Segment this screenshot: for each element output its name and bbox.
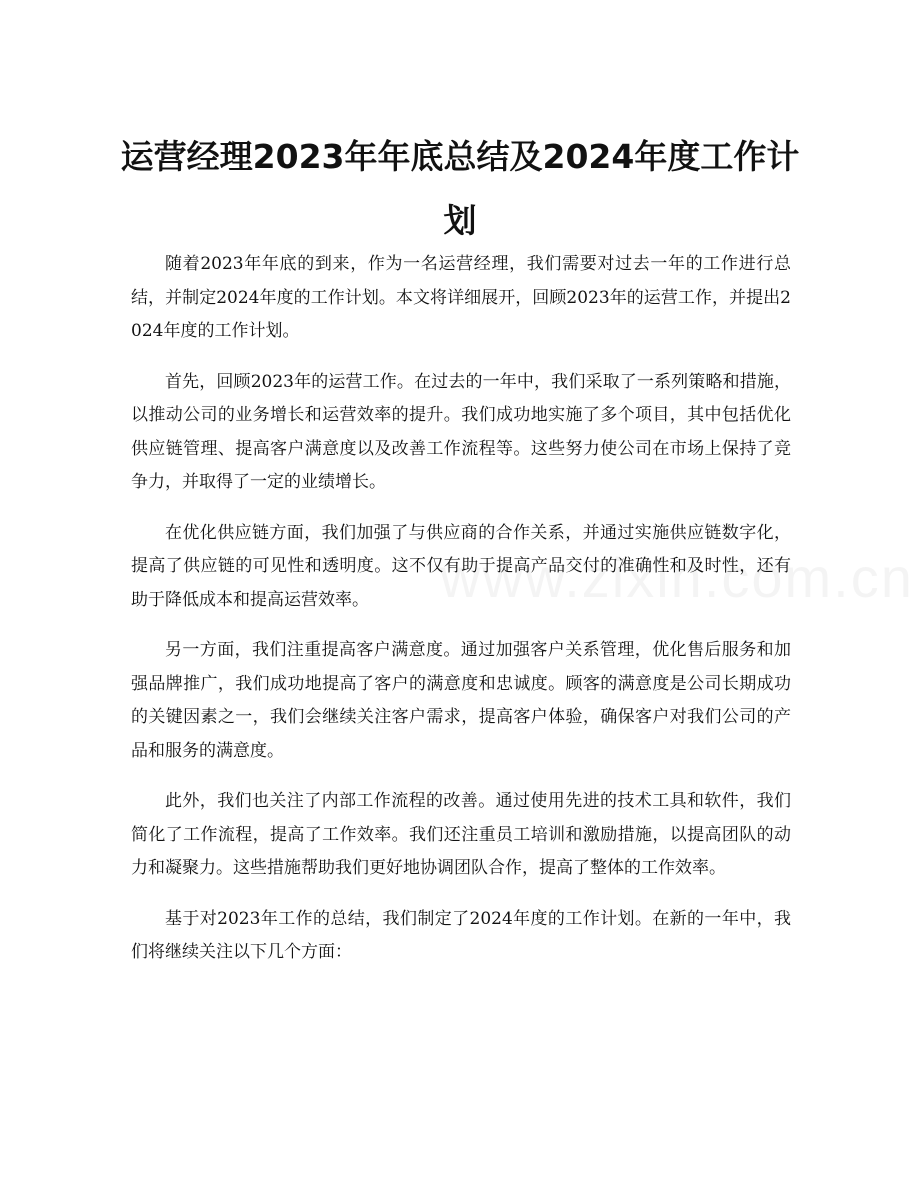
paragraph-4: 另一方面，我们注重提高客户满意度。通过加强客户关系管理，优化售后服务和加强品牌推广，我们成功地提高了客户的满意度和忠诚度。顾客的满意度是公司长期成功的关键因素之一，我们会继续关注客户需求，提高客户体验，确保客户对我们公司的产品和服务的满意度。 — [131, 640, 791, 761]
document-body — [131, 248, 791, 987]
paragraph-1: 随着2023年年底的到来，作为一名运营经理，我们需要对过去一年的工作进行总结，并制定2024年度的工作计划。本文将详细展开，回顾2023年的运营工作，并提出2024年度的工作计划。 — [131, 254, 791, 341]
paragraph-5: 此外，我们也关注了内部工作流程的改善。通过使用先进的技术工具和软件，我们简化了工作流程，提高了工作效率。我们还注重员工培训和激励措施，以提高团队的动力和凝聚力。这些措施帮助我们更好地协调团队合作，提高了整体的工作效率。 — [131, 791, 791, 878]
document-title: 运营经理2023年年底总结及2024年度工作计划 — [120, 137, 800, 241]
paragraph-3: 在优化供应链方面，我们加强了与供应商的合作关系，并通过实施供应链数字化，提高了供应链的可见性和透明度。这不仅有助于提高产品交付的准确性和及时性，还有助于降低成本和提高运营效率。 — [131, 522, 791, 610]
paragraph-2: 首先，回顾2023年的运营工作。在过去的一年中，我们采取了一系列策略和措施，以推动公司的业务增长和运营效率的提升。我们成功地实施了多个项目，其中包括优化供应链管理、提高客户满意度以及改善工作流程等。这些努力使公司在市场上保持了竞争力，并取得了一定的业绩增长。 — [131, 371, 791, 492]
paragraph-6: 基于对2023年工作的总结，我们制定了2024年度的工作计划。在新的一年中，我们将继续关注以下几个方面： — [131, 908, 791, 962]
